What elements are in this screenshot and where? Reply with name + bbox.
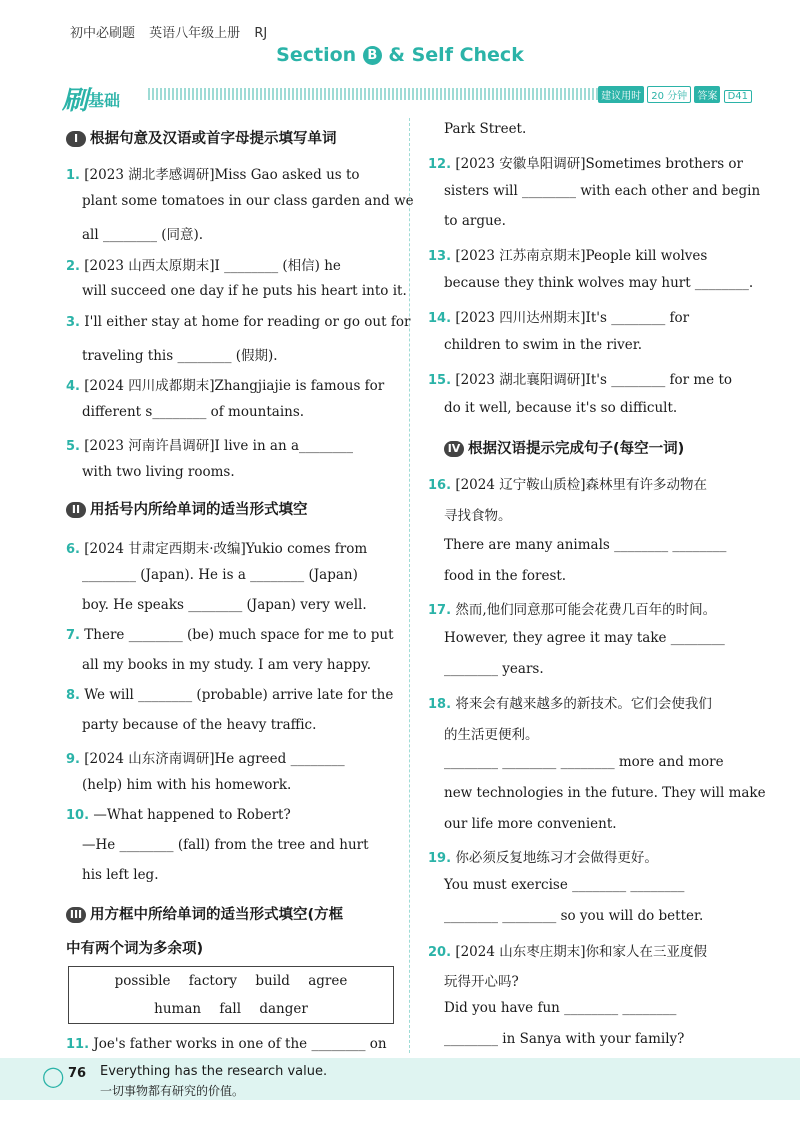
question-number: 9. [66, 752, 80, 767]
question-number: 12. [428, 157, 452, 172]
text-line [66, 627, 398, 643]
text-line [428, 598, 750, 618]
line-text: I'll either stay at home for reading or go out for [84, 314, 411, 330]
text-line [66, 837, 398, 853]
text-line [428, 400, 750, 416]
text-line [428, 970, 750, 990]
line-text: all ________ (同意). [82, 227, 204, 243]
line-text: sisters will ________ with each other and begin [444, 183, 761, 199]
question-number: 20. [428, 945, 452, 960]
text-line [428, 877, 750, 893]
question-number: 1. [66, 168, 80, 183]
banner-brand: 刷基础 [62, 86, 121, 116]
line-text: food in the forest. [444, 568, 567, 584]
line-text: 玩得开心吗? [444, 974, 519, 990]
text-line [428, 816, 750, 832]
line-text: to argue. [444, 213, 506, 229]
text-line [66, 717, 398, 733]
question-number: 7. [66, 628, 80, 643]
text-line [66, 597, 398, 613]
text-line [428, 723, 750, 743]
line-text: ________ in Sanya with your family? [444, 1031, 685, 1047]
line-text: all my books in my study. I am very happy. [82, 657, 372, 673]
text-line [428, 785, 766, 801]
footer-motto: Everything has the research value. [100, 1064, 328, 1079]
text-line [66, 747, 398, 767]
line-text: because they think wolves may hurt ________. [444, 275, 754, 291]
line-text: party because of the heavy traffic. [82, 717, 317, 733]
line-text: However, they agree it may take ________ [444, 630, 725, 646]
text-line [428, 473, 750, 493]
book-subject: 英语八年级上册 [149, 26, 241, 41]
question-number: 15. [428, 373, 452, 388]
text-line [66, 283, 407, 299]
text-line [428, 661, 750, 677]
line-text: plant some tomatoes in our class garden and we [82, 193, 414, 209]
text-line [66, 314, 411, 330]
question-number: 3. [66, 315, 80, 330]
banner-hatch-decoration [148, 88, 600, 100]
line-text: [2024 甘肃定西期末·改编]Yukio comes from [84, 541, 368, 557]
text-line [66, 193, 414, 209]
line-text: do it well, because it's so difficult. [444, 400, 678, 416]
page-footer [0, 1058, 800, 1100]
line-text: There ________ (be) much space for me to put [84, 627, 394, 643]
text-line [66, 567, 398, 583]
text-line [428, 537, 750, 553]
line-text: children to swim in the river. [444, 337, 643, 353]
question-number: 13. [428, 249, 452, 264]
footer-motto-zh: 一切事物都有研究的价值。 [100, 1084, 245, 1098]
time-label: 建议用时 [598, 86, 644, 103]
text-line [66, 404, 398, 420]
question-number: 16. [428, 478, 452, 493]
line-text: [2023 湖北襄阳调研]It's ________ for me to [455, 372, 732, 388]
line-text: You must exercise ________ ________ [444, 877, 685, 893]
line-text: ________ ________ ________ more and more [444, 754, 724, 770]
text-line [428, 1000, 750, 1016]
section-heading-2: II 用括号内所给单词的适当形式填空 [66, 498, 308, 519]
text-line [428, 630, 750, 646]
text-line [66, 867, 398, 883]
word-box [68, 966, 394, 1024]
line-text: [2024 辽宁鞍山质检]森林里有许多动物在 [455, 477, 708, 493]
question-number: 8. [66, 688, 80, 703]
question-number: 18. [428, 697, 452, 712]
question-number: 10. [66, 808, 90, 823]
text-line [428, 940, 750, 960]
question-number: 6. [66, 542, 80, 557]
question-number: 5. [66, 439, 80, 454]
line-text: his left leg. [82, 867, 159, 883]
lightbulb-icon: ◯ [42, 1064, 65, 1088]
page-number: 76 [68, 1066, 87, 1081]
line-text: [2023 安徽阜阳调研]Sometimes brothers or [455, 156, 744, 172]
column-divider [409, 118, 410, 1053]
section-heading-3: III 用方框中所给单词的适当形式填空(方框 [66, 903, 343, 924]
text-line [428, 306, 750, 326]
text-line [428, 337, 750, 353]
text-line [66, 807, 398, 823]
line-text: —He ________ (fall) from the tree and hurt [82, 837, 369, 853]
line-text: 然而,他们同意那可能会花费几百年的时间。 [455, 602, 717, 618]
text-line [66, 254, 398, 274]
section-title: Section B & Self Check [276, 44, 524, 66]
text-line [66, 344, 398, 364]
text-line [428, 908, 750, 924]
line-text: Joe's father works in one of the ________ on [93, 1036, 387, 1052]
section-heading-4: IV 根据汉语提示完成句子(每空一词) [444, 437, 684, 458]
line-text: with two living rooms. [82, 464, 235, 480]
text-line [428, 244, 750, 264]
section-heading-3-cont: 中有两个词为多余项) [66, 941, 204, 957]
line-text: [2024 四川成都期末]Zhangjiajie is famous for [84, 378, 385, 394]
text-line [66, 163, 398, 183]
line-text: our life more convenient. [444, 816, 617, 832]
question-number: 17. [428, 603, 452, 618]
text-line [428, 504, 750, 524]
line-text: [2023 山西太原期末]I ________ (相信) he [84, 258, 341, 274]
line-text: [2023 江苏南京期末]People kill wolves [455, 248, 708, 264]
text-line [428, 368, 750, 388]
line-text: [2024 山东济南调研]He agreed ________ [84, 751, 345, 767]
line-text: (help) him with his homework. [82, 777, 292, 793]
text-line [66, 464, 398, 480]
line-text: [2023 湖北孝感调研]Miss Gao asked us to [84, 167, 360, 183]
line-text: There are many animals ________ ________ [444, 537, 727, 553]
section-heading-1: I 根据句意及汉语或首字母提示填写单词 [66, 127, 337, 148]
line-text: 寻找食物。 [444, 508, 512, 524]
answer-page: D41 [724, 90, 752, 103]
text-line [428, 754, 750, 770]
question-number: 19. [428, 851, 452, 866]
text-line [66, 687, 398, 703]
line-text: [2024 山东枣庄期末]你和家人在三亚度假 [455, 944, 708, 960]
answer-label: 答案 [694, 86, 720, 103]
text-line [66, 223, 398, 243]
text-line [428, 152, 750, 172]
text-line [428, 121, 750, 137]
line-text: ________ (Japan). He is a ________ (Japan) [82, 567, 358, 583]
line-text: Did you have fun ________ ________ [444, 1000, 677, 1016]
exercise-banner [62, 80, 752, 116]
question-number: 4. [66, 379, 80, 394]
text-line [428, 183, 761, 199]
line-text: boy. He speaks ________ (Japan) very well. [82, 597, 367, 613]
book-name: 初中必刷题 [70, 26, 136, 41]
question-number: 2. [66, 259, 80, 274]
question-number: 14. [428, 311, 452, 326]
text-line [428, 1031, 750, 1047]
running-header [70, 22, 277, 41]
text-line [428, 213, 750, 229]
line-text: 你必须反复地练习才会做得更好。 [455, 850, 658, 866]
line-text: We will ________ (probable) arrive late for the [84, 687, 394, 703]
text-line [66, 434, 398, 454]
text-line [428, 846, 750, 866]
text-line [428, 275, 754, 291]
text-line [66, 374, 398, 394]
line-text: different s________ of mountains. [82, 404, 305, 420]
text-line [66, 657, 398, 673]
word-box-row-2: human fall danger [154, 1001, 308, 1017]
banner-tags [598, 86, 752, 103]
line-text: ________ years. [444, 661, 544, 677]
line-text: [2023 河南许昌调研]I live in an a________ [84, 438, 354, 454]
line-text: ________ ________ so you will do better. [444, 908, 704, 924]
time-value: 20 分钟 [647, 86, 691, 103]
book-edition: RJ [254, 26, 268, 41]
line-text: 将来会有越来越多的新技术。它们会使我们 [455, 696, 712, 712]
line-text: Park Street. [444, 121, 527, 137]
text-line [66, 1036, 398, 1052]
text-line [428, 568, 750, 584]
line-text: [2023 四川达州期末]It's ________ for [455, 310, 690, 326]
line-text: —What happened to Robert? [93, 807, 291, 823]
line-text: 的生活更便利。 [444, 727, 539, 743]
line-text: will succeed one day if he puts his heart into it. [82, 283, 407, 299]
text-line [66, 777, 398, 793]
question-number: 11. [66, 1037, 90, 1052]
text-line [428, 692, 750, 712]
line-text: new technologies in the future. They will make [444, 785, 766, 801]
section-letter-badge: B [363, 46, 382, 65]
text-line [66, 537, 398, 557]
word-box-row-1: possible factory build agree [114, 973, 348, 989]
line-text: traveling this ________ (假期). [82, 348, 278, 364]
